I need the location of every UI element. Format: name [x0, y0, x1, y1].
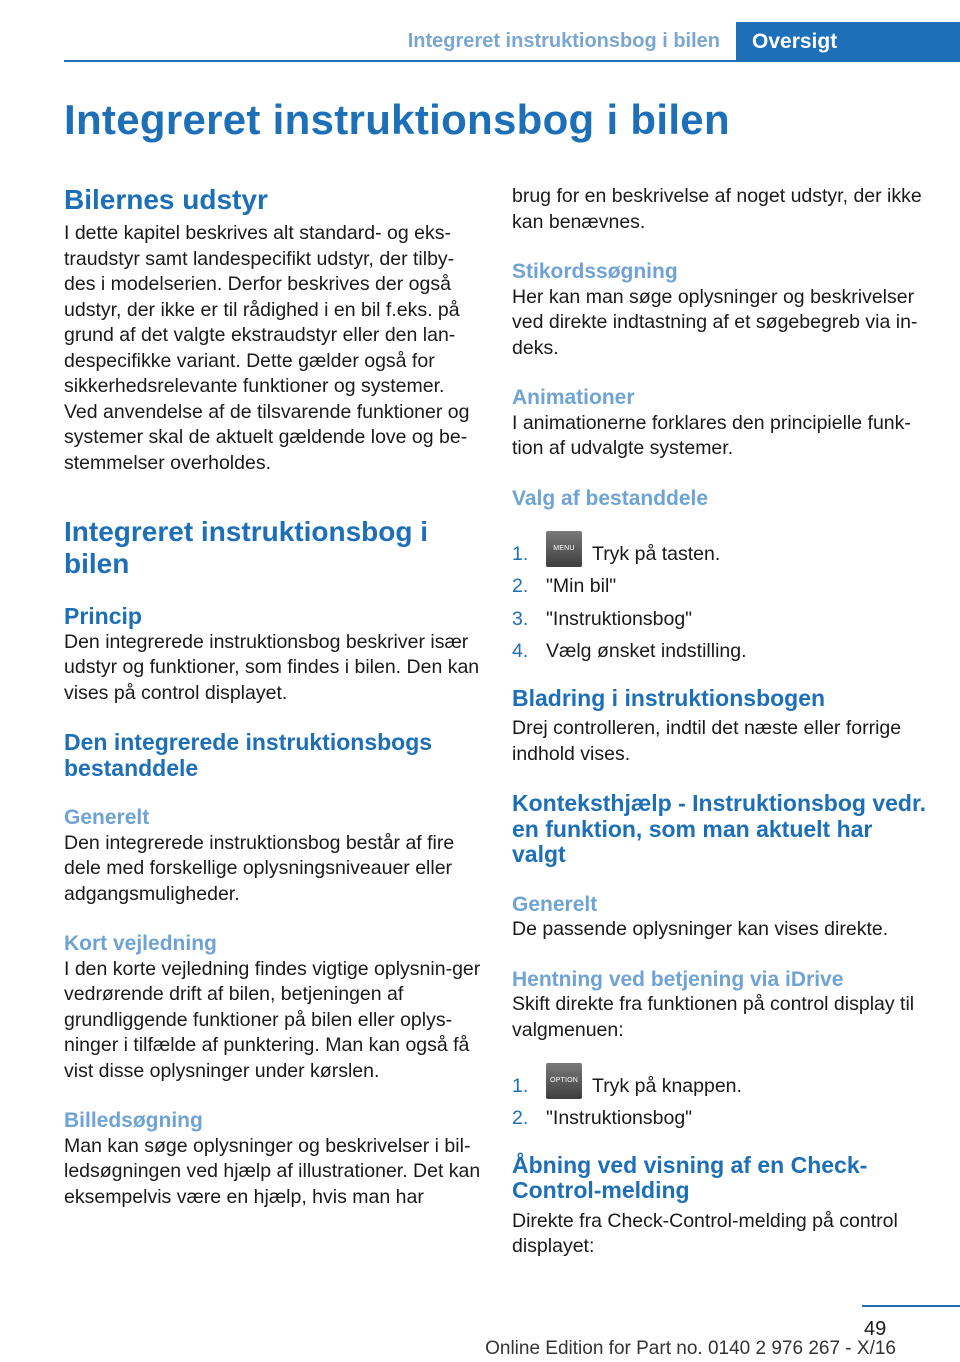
- right-column: [512, 184, 932, 1260]
- step-number: 2.: [512, 575, 529, 597]
- footer-rule: [862, 1305, 960, 1307]
- heading-princip: Princip: [64, 603, 142, 629]
- paragraph-bladring: Drej controlleren, indtil det næste eller forrige indhold vises.: [512, 717, 902, 765]
- footer-edition: Online Edition for Part no. 0140 2 976 267 - X/16: [485, 1338, 896, 1359]
- list-item: [512, 639, 932, 665]
- paragraph-stikordssogning: Her kan man søge oplysninger og beskrivelser ved direkte indtastning af et søgebegreb via in-deks.: [512, 285, 918, 359]
- paragraph-billedsogning: Man kan søge oplysninger og beskrivelser i bil-ledsøgningen ved hjælp af illustrationer. Det kan eksempelvis være en hjælp, hvis man har: [64, 1134, 481, 1208]
- heading-billedsogning: Billedsøgning: [64, 1109, 203, 1132]
- heading-generelt: Generelt: [64, 806, 150, 829]
- heading-stikordssogning: Stikordssøgning: [512, 260, 678, 283]
- heading-bilernes-udstyr: Bilernes udstyr: [64, 184, 268, 215]
- heading-aabning: Åbning ved visning af en Check-Control-melding: [512, 1151, 868, 1203]
- step-number: 1.: [512, 1074, 529, 1097]
- step-text: "Instruktionsbog": [546, 607, 693, 630]
- option-button-icon: OPTION: [546, 1063, 582, 1099]
- step-text: Tryk på knappen.: [592, 1074, 742, 1097]
- menu-button-icon: MENU: [546, 531, 582, 567]
- running-header-section: Integreret instruktionsbog i bilen: [407, 30, 720, 52]
- page-number: 49: [864, 1318, 887, 1340]
- heading-bladring: Bladring i instruktionsbogen: [512, 684, 826, 711]
- heading-kontekst: Konteksthjælp - Instruktionsbog vedr. en funktion, som man aktuelt har valgt: [512, 790, 927, 867]
- heading-generelt-2: Generelt: [512, 892, 598, 916]
- paragraph-continued: brug for en beskrivelse af noget udstyr, der ikke kan benævnes.: [512, 185, 922, 233]
- page-title: Integreret instruktionsbog i bilen: [64, 96, 730, 143]
- steps-list-1: [512, 531, 932, 665]
- running-header-tab: Oversigt: [736, 22, 960, 62]
- header-rule: [64, 60, 960, 62]
- step-number: 1.: [512, 542, 529, 565]
- step-number: 2.: [512, 1107, 529, 1129]
- paragraph-kort-vejledning: I den korte vejledning findes vigtige oplysnin-ger vedrørende drift af bilen, betjeningen af grundliggende funktioner på bilen eller oplys-ninger i tilfælde af punktering. Man kan også få vist disse oplysninger under kørslen.: [64, 957, 481, 1082]
- step-text: Tryk på tasten.: [592, 542, 721, 565]
- paragraph-generelt-2: De passende oplysninger kan vises direkte.: [512, 918, 889, 940]
- step-number: 3.: [512, 607, 529, 630]
- list-item: [512, 607, 932, 633]
- list-item: [512, 531, 932, 567]
- list-item: [512, 574, 932, 600]
- step-text: Vælg ønsket indstilling.: [546, 640, 747, 662]
- step-number: 4.: [512, 640, 529, 662]
- heading-bestanddele: Den integrerede instruktionsbogs bestanddele: [64, 729, 433, 781]
- paragraph-hentning: Skift direkte fra funktionen på control display til valgmenuen:: [512, 993, 915, 1041]
- list-item: [512, 1063, 932, 1099]
- heading-valg-af-bestanddele: Valg af bestanddele: [512, 486, 709, 510]
- paragraph-aabning: Direkte fra Check-Control-melding på control displayet:: [512, 1209, 898, 1257]
- heading-hentning: Hentning ved betjening via iDrive: [512, 967, 844, 991]
- paragraph-generelt: Den integrerede instruktionsbog består af fire dele med forskellige oplysningsniveauer eller adgangsmuligheder.: [64, 831, 455, 905]
- paragraph-animationer: I animationerne forklares den principielle funk-tion af udvalgte systemer.: [512, 411, 911, 459]
- paragraph-princip: Den integrerede instruktionsbog beskriver især udstyr og funktioner, som findes i bilen. Den kan vises på control displayet.: [64, 630, 480, 704]
- heading-kort-vejledning: Kort vejledning: [64, 932, 217, 955]
- paragraph-udstyr: I dette kapitel beskrives alt standard- og eks-traudstyr samt landespecifikt udstyr, der tilby-des i modelserien. Derfor beskrives der også udstyr, der ikke er til rådighed i en bil f.eks. på grund af det valgte ekstraudstyr eller den lan-despecifikke variant. Dette gælder også for sikkerhedsrelevante funktioner og systemer. Ved anvendelse af de tilsvarende funktioner og systemer skal de aktuelt gældende love og be-stemmelser overholdes.: [64, 222, 470, 474]
- heading-animationer: Animationer: [512, 386, 635, 409]
- step-text: "Instruktionsbog": [546, 1107, 693, 1129]
- steps-list-2: [512, 1063, 932, 1132]
- list-item: [512, 1106, 932, 1132]
- step-text: "Min bil": [546, 575, 617, 597]
- heading-integreret: Integreret instruktionsbog i bilen: [64, 516, 429, 579]
- left-column: [64, 184, 482, 1210]
